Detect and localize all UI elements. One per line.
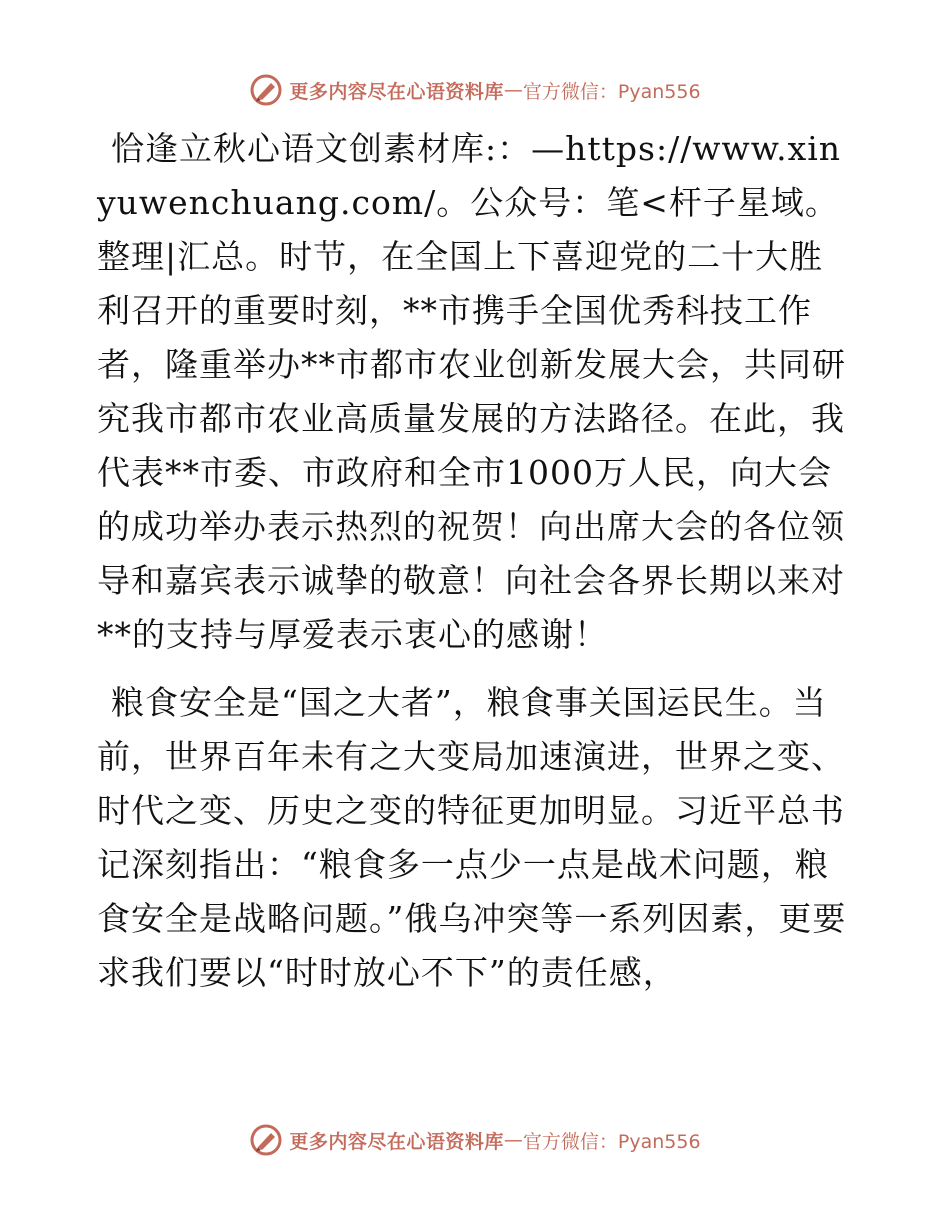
paragraph-1: 恰逢立秋心语文创素材库:：—https://www.xinyuwenchuang.com/。公众号：笔<杆子星域。整理|汇总。时节，在全国上下喜迎党的二十大胜利召开的重要时刻，**市携手全国优秀科技工作者，隆重举办**市都市农业创新发展大会，共同研究我市都市农业高质量发展的方法路径。在此，我代表**市委、市政府和全市1000万人民，向大会的成功举办表示热烈的祝贺！向出席大会的各位领导和嘉宾表示诚挚的敬意！向社会各界长期以来对**的支持与厚爱表示衷心的感谢！ — [97, 129, 846, 654]
banner-wechat-id: 官方微信：Pyan556 — [522, 80, 701, 103]
paragraph-2: 粮食安全是“国之大者”，粮食事关国运民生。当前，世界百年未有之大变局加速演进，世界之变、时代之变、历史之变的特征更加明显。习近平总书记深刻指出：“粮食多一点少一点是战术问题，粮食安全是战略问题。”俄乌冲突等一系列因素，更要求我们要以“时时放心不下”的责任感， — [97, 683, 847, 992]
pen-nib-logo-icon — [249, 73, 283, 107]
banner-slogan: 更多内容尽在心语资料库 — [289, 1130, 504, 1153]
banner-separator: — — [503, 79, 523, 101]
footer-banner — [0, 1118, 950, 1162]
banner-wechat-id: 官方微信：Pyan556 — [522, 1130, 701, 1153]
pen-nib-logo-icon — [249, 1123, 283, 1157]
banner-slogan: 更多内容尽在心语资料库 — [289, 80, 504, 103]
document-body — [97, 122, 857, 1000]
header-banner — [0, 68, 950, 112]
banner-separator: — — [503, 1129, 523, 1151]
